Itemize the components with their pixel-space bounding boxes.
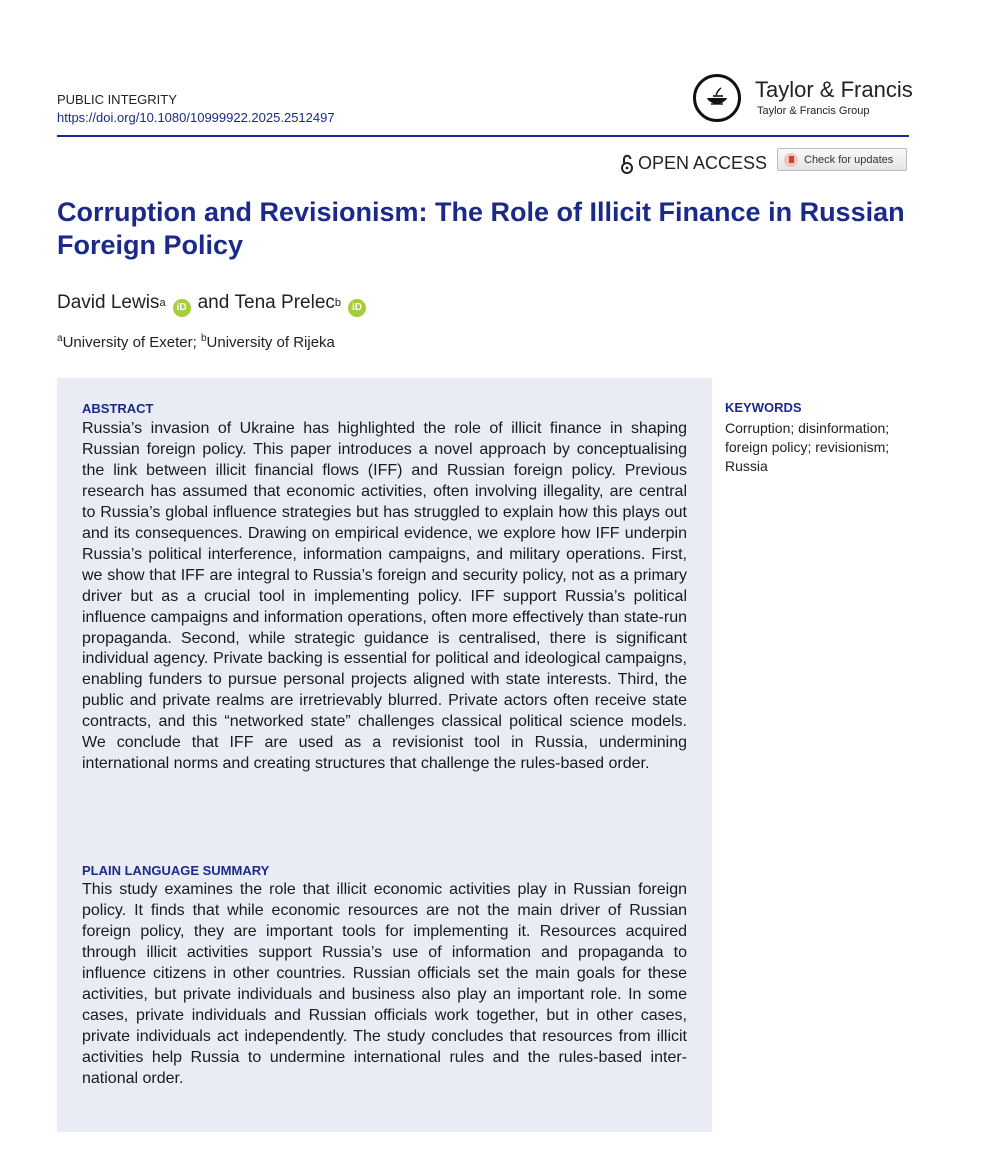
article-title: Corruption and Revisionism: The Role of Illicit Finance in Russian Foreign Policy xyxy=(57,197,905,260)
check-for-updates-label: Check for updates xyxy=(804,153,894,166)
publisher-group: Taylor & Francis Group xyxy=(757,105,870,117)
orcid-icon[interactable]: iD xyxy=(348,299,366,317)
plain-summary-text: This study examines the role that illicit economic activities play in Russian foreign policy. It finds that while economic resources are not the main driver of Russian foreign policy, they are important tools for implementing it. Resources acquired through illicit activities support Russia’s use of information and propaganda to influence citizens in other countries. Russian officials set the main goals for these activities, but private individuals and business also play an important role. In some cases, private individuals and Russian officials work together, but in other cases, private individuals act independently. The study concludes that resources from illicit activities help Russia to undermine international rules and the rules-based international order. xyxy=(82,881,687,1087)
author-list xyxy=(57,292,373,315)
affiliation-mark: a xyxy=(159,297,166,309)
open-lock-icon xyxy=(620,154,634,174)
open-access-label: OPEN ACCESS xyxy=(638,153,768,173)
author-name[interactable]: Tena Prelec xyxy=(234,292,335,313)
orcid-icon[interactable]: iD xyxy=(173,299,191,317)
open-access-badge xyxy=(620,153,767,174)
author-joiner: and xyxy=(197,292,230,313)
publisher-logo[interactable] xyxy=(693,73,913,127)
journal-name: PUBLIC INTEGRITY xyxy=(57,92,177,107)
affiliations xyxy=(57,333,335,351)
affiliation-mark: b xyxy=(200,333,207,344)
publisher-logo-icon xyxy=(693,74,741,122)
check-for-updates-button[interactable] xyxy=(777,148,907,171)
doi-link[interactable]: https://doi.org/10.1080/10999922.2025.2512497 xyxy=(57,110,335,125)
author-name[interactable]: David Lewis xyxy=(57,292,160,313)
affiliation-name: University of Rijeka xyxy=(206,334,335,351)
journal-header xyxy=(57,91,335,127)
affiliation-mark: a xyxy=(57,333,63,344)
keywords-list: Corruption; disinformation; foreign policy; revisionism; Russia xyxy=(725,420,890,474)
keywords-heading: KEYWORDS xyxy=(725,400,802,415)
affiliation-mark: b xyxy=(334,297,342,309)
publisher-name: Taylor & Francis xyxy=(755,77,913,102)
bookmark-icon xyxy=(784,153,798,167)
affiliation-name: University of Exeter; xyxy=(62,334,197,351)
abstract-text: Russia’s invasion of Ukraine has highlighted the role of illicit finance in shaping Russian foreign policy. This paper introduces a novel approach by conceptualising the link between illicit financial flows (IFF) and Russian foreign policy. Previous research has assumed that economic activities, often involving illegality, are central to Russia’s global influence strategies but has struggled to explain how this plays out and its consequences. Drawing on empirical evidence, we explore how IFF underpin Russia’s political interference, information campaigns, and military operations. First, we show that IFF are integral to Russia’s foreign and security policy, not as a primary driver but as a crucial tool in implementing policy. IFF support Russia’s political influence campaigns and information operations, often more effectively than state-run propaganda. Second, while strategic guidance is centralised, there is significant individual agency. Private backing is essential for political and ideological campaigns, enabling funders to pursue personal projects aligned with state interests. Third, the public and private realms are irretrievably blurred. Private actors often receive state contracts, and this “networked state” challenges classical political science models. We conclude that IFF are used as a revisionist tool in Russia, undermining international norms and creating structures that challenge the rules-based order. xyxy=(82,420,687,773)
header-divider xyxy=(57,135,909,137)
plain-summary-heading: PLAIN LANGUAGE SUMMARY xyxy=(82,863,270,878)
abstract-heading: ABSTRACT xyxy=(82,401,154,416)
